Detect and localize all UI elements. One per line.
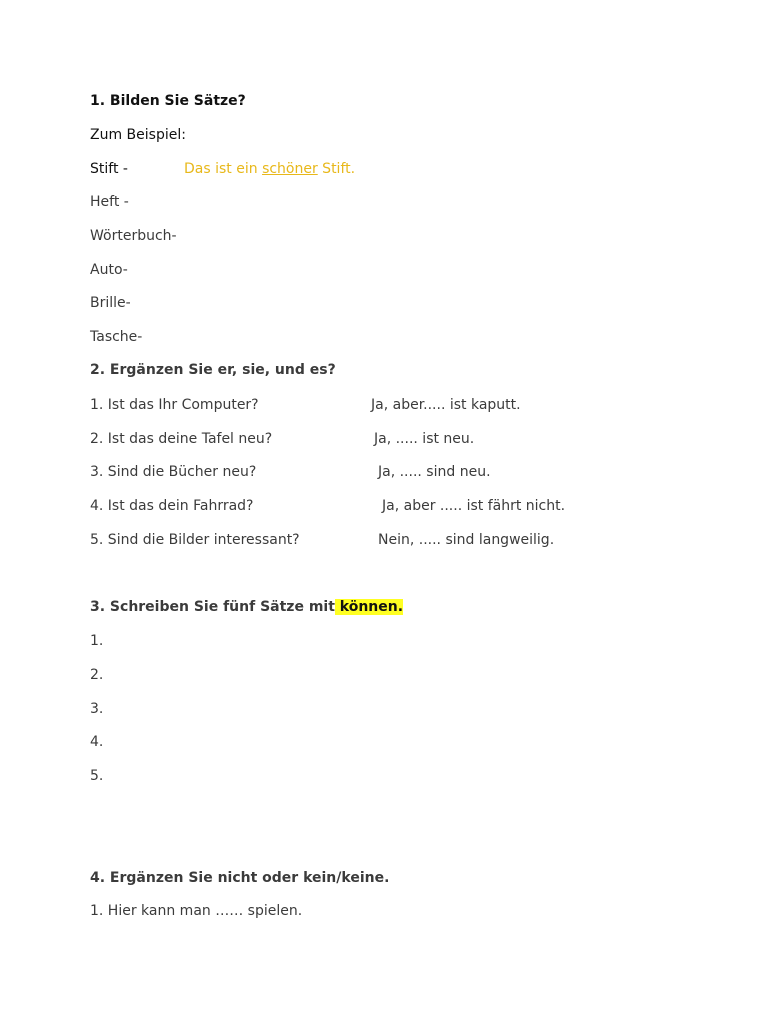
list-item: 3. <box>90 701 104 717</box>
example-underlined: schöner <box>262 161 318 177</box>
answer-text: Ja, aber..... ist kaputt. <box>371 397 521 413</box>
question-text: 4. Ist das dein Fahrrad? <box>90 498 254 514</box>
question-text: 5. Sind die Bilder interessant? <box>90 532 300 548</box>
example-label: Zum Beispiel: <box>90 127 186 143</box>
list-item: Wörterbuch- <box>90 228 177 244</box>
section3-heading-text: 3. Schreiben Sie fünf Sätze mit <box>90 599 335 615</box>
example-word: Stift - <box>90 161 128 177</box>
list-item: Brille- <box>90 295 131 311</box>
example-row <box>90 160 356 178</box>
section3-heading-highlight: können. <box>334 599 404 615</box>
list-item: 5. <box>90 768 104 784</box>
question-row <box>90 497 566 515</box>
example-pre: Das ist ein <box>184 161 263 177</box>
list-item: 1. <box>90 633 104 649</box>
list-item: 4. <box>90 734 104 750</box>
answer-text: Ja, ..... ist neu. <box>374 431 475 447</box>
question-text: 3. Sind die Bücher neu? <box>90 464 257 480</box>
list-item: Auto- <box>90 262 128 278</box>
question-row <box>90 430 475 448</box>
answer-text: Ja, aber ..... ist fährt nicht. <box>382 498 566 514</box>
section2-heading: 2. Ergänzen Sie er, sie, und es? <box>90 362 336 378</box>
example-post: Stift. <box>317 161 356 177</box>
section3-heading <box>90 598 403 616</box>
list-item: 2. <box>90 667 104 683</box>
question-row <box>90 463 491 481</box>
question-text: 2. Ist das deine Tafel neu? <box>90 431 273 447</box>
question-row <box>90 531 555 549</box>
list-item: Tasche- <box>90 329 143 345</box>
section1-heading: 1. Bilden Sie Sätze? <box>90 93 246 109</box>
question-row <box>90 396 521 414</box>
example-sentence <box>184 160 355 178</box>
list-item: Heft - <box>90 194 129 210</box>
answer-text: Ja, ..... sind neu. <box>378 464 491 480</box>
list-item: 1. Hier kann man …… spielen. <box>90 903 303 919</box>
question-text: 1. Ist das Ihr Computer? <box>90 397 259 413</box>
answer-text: Nein, ..... sind langweilig. <box>378 532 555 548</box>
section4-heading: 4. Ergänzen Sie nicht oder kein/keine. <box>90 870 390 886</box>
